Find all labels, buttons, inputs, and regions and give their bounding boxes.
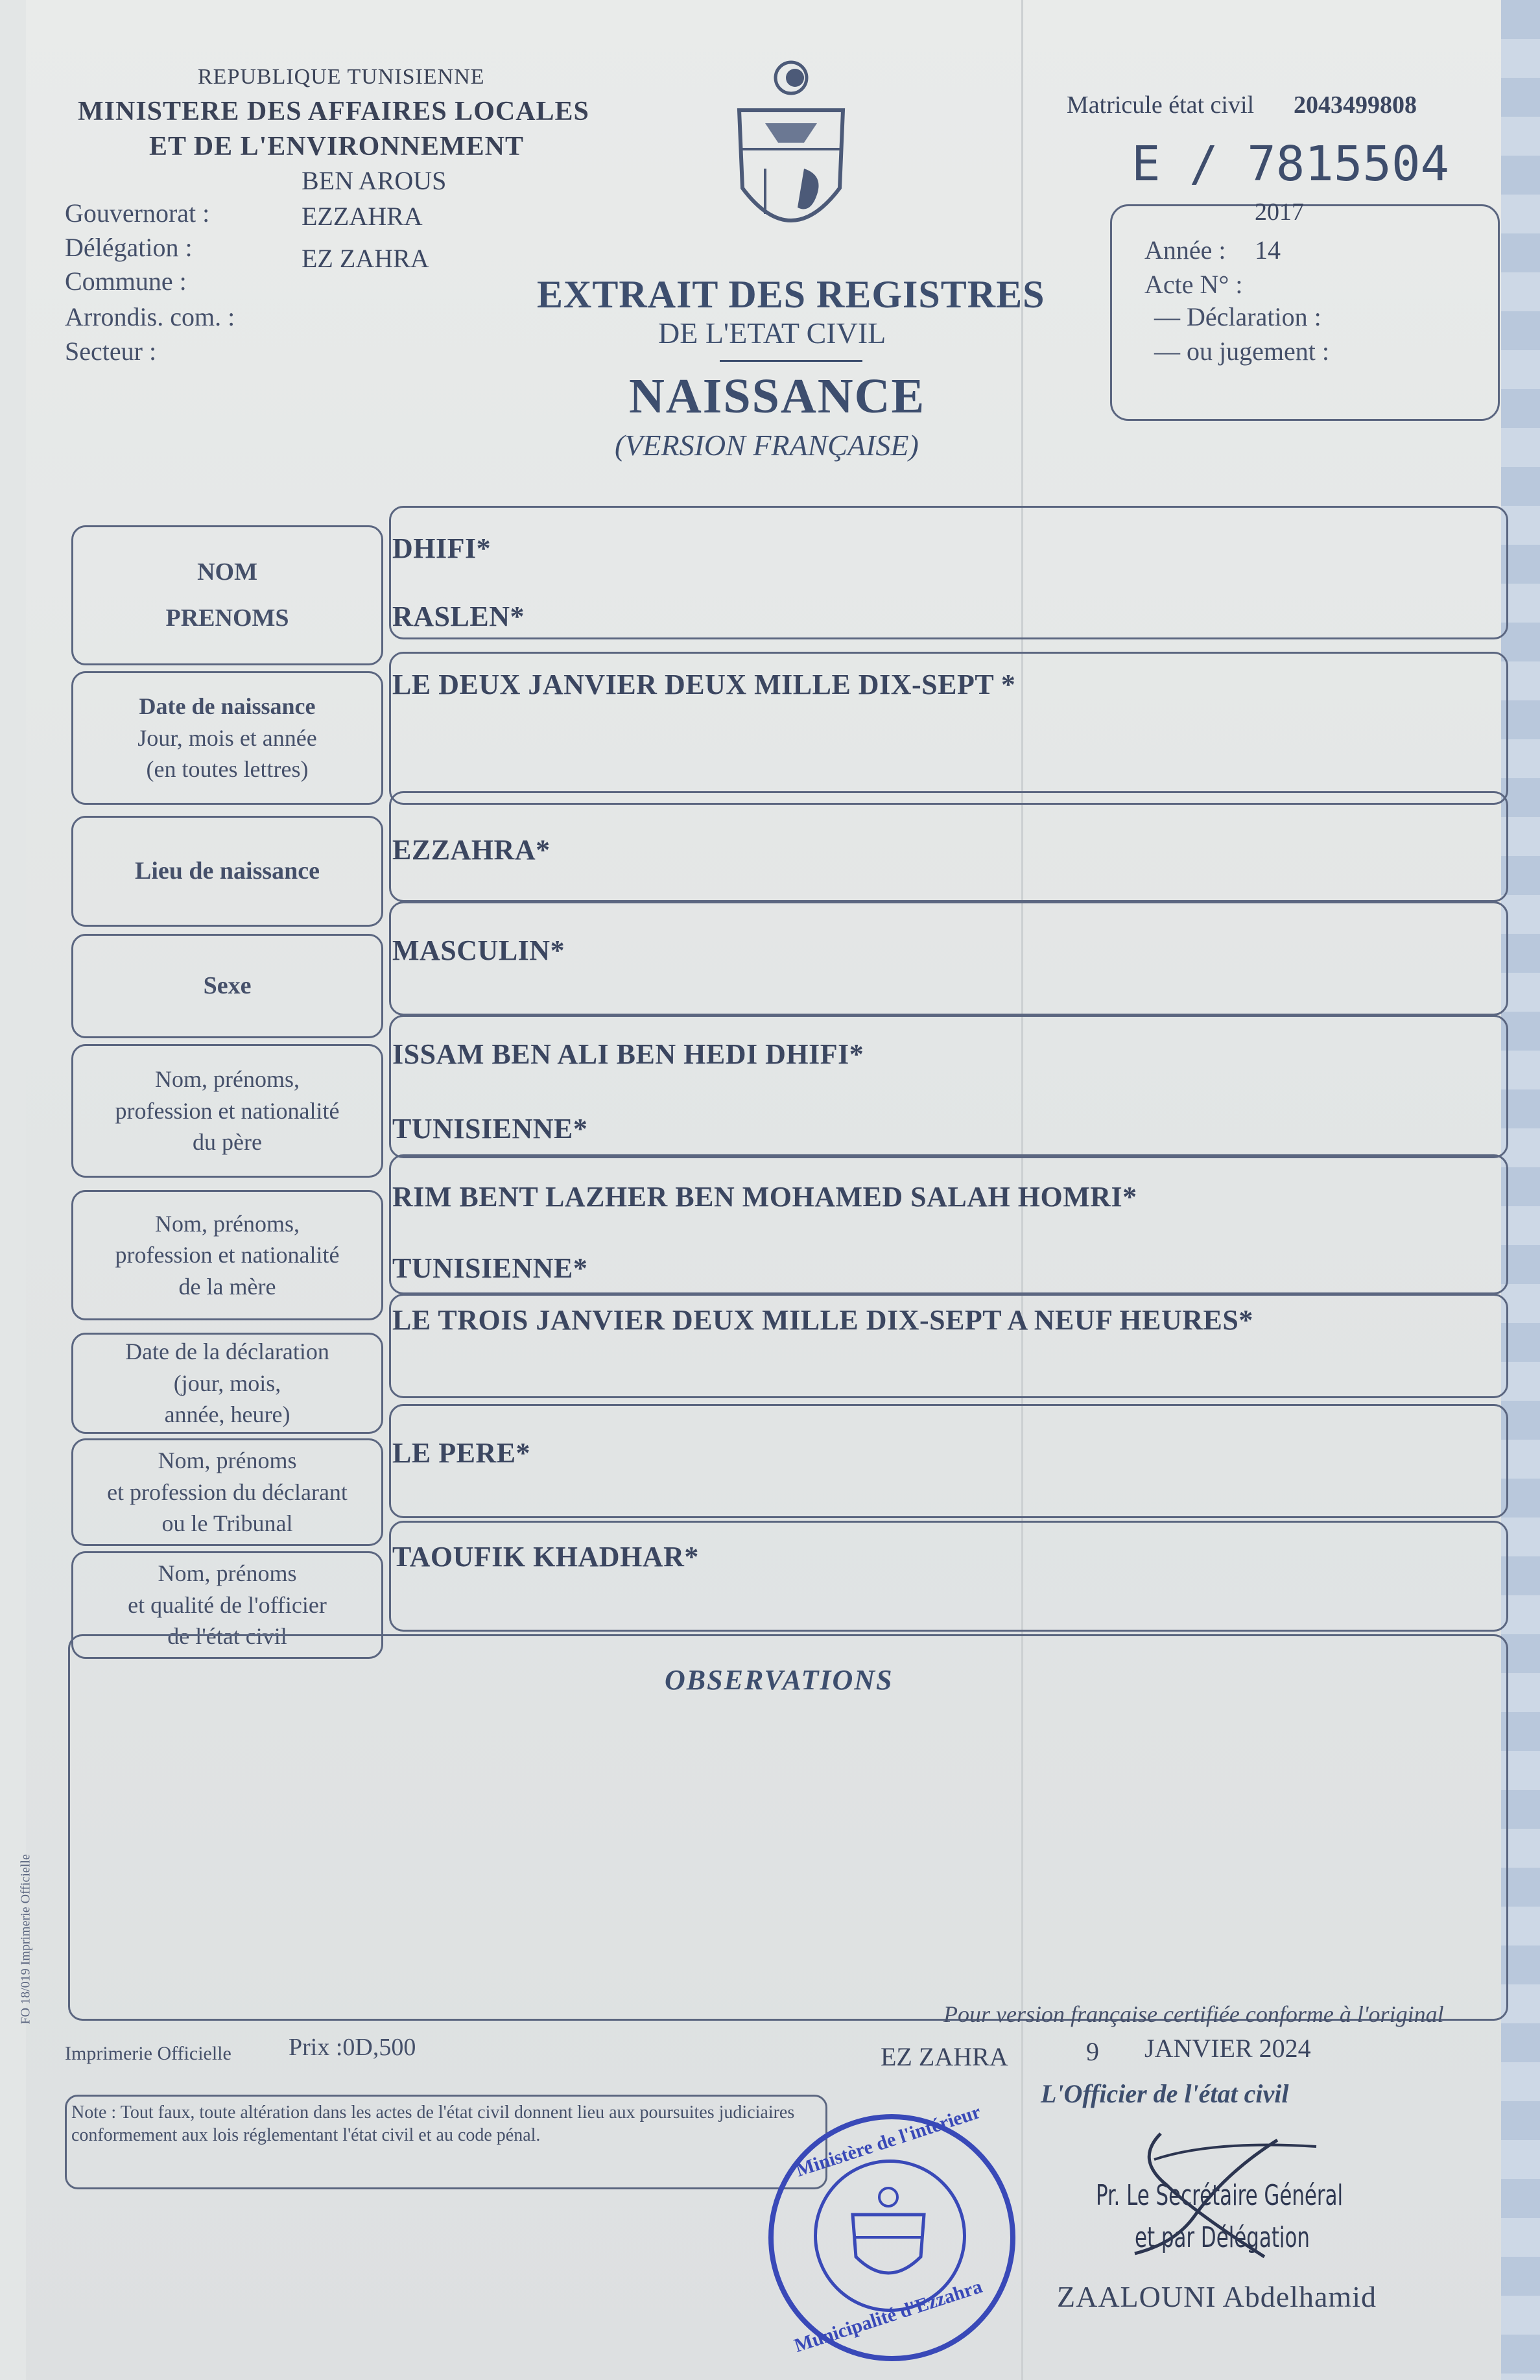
- region-value: BEN AROUS: [302, 166, 447, 195]
- mere-label-3: de la mère: [178, 1273, 276, 1300]
- pere-label-1: Nom, prénoms,: [155, 1066, 300, 1093]
- declarant-label-1: Nom, prénoms: [158, 1447, 297, 1474]
- title-underline: [720, 360, 862, 362]
- mere-label-box: [71, 1190, 383, 1320]
- certified-text: Pour version française certifiée conforme à l'original: [943, 2001, 1444, 2027]
- coat-of-arms-emblem: [726, 58, 856, 253]
- day-value: 9: [1086, 2037, 1099, 2066]
- title-naissance: NAISSANCE: [629, 369, 926, 423]
- sexe-label: Sexe: [203, 971, 252, 999]
- delegation-label: Délégation :: [65, 233, 193, 262]
- declarant-label-2: et profession du déclarant: [107, 1479, 348, 1505]
- officier-label-1: Nom, prénoms: [158, 1560, 297, 1587]
- declarant-label-box: [71, 1438, 383, 1546]
- secteur-label: Secteur :: [65, 337, 157, 366]
- officier-label-2: et qualité de l'officier: [128, 1591, 327, 1618]
- nom-value: DHIFI*: [392, 532, 492, 564]
- declaration-label: — Déclaration :: [1154, 302, 1321, 331]
- gouvernorat-value: EZZAHRA: [302, 202, 423, 231]
- naissance-label-1: Date de naissance: [139, 693, 316, 720]
- naissance-value: LE DEUX JANVIER DEUX MILLE DIX-SEPT *: [392, 669, 1016, 700]
- title-version: (VERSION FRANÇAISE): [615, 429, 919, 462]
- pere-label-box: [71, 1044, 383, 1178]
- pere-value-1: ISSAM BEN ALI BEN HEDI DHIFI*: [392, 1038, 864, 1070]
- prix-label: Prix :0D,500: [289, 2034, 416, 2061]
- republic-label: REPUBLIQUE TUNISIENNE: [198, 65, 485, 89]
- nom-prenoms-value-box: [389, 506, 1508, 639]
- commune-label: Commune :: [65, 267, 187, 296]
- signatory-name: ZAALOUNI Abdelhamid: [1057, 2280, 1377, 2313]
- declarant-label-3: ou le Tribunal: [161, 1510, 293, 1537]
- sign-line1: Pr. Le Secrétaire Général: [1096, 2179, 1344, 2212]
- officier-title: L'Officier de l'état civil: [1041, 2079, 1289, 2108]
- side-code: FO 18/019 Imprimerie Officielle: [18, 1854, 33, 2025]
- note-text: Note : Tout faux, toute altération dans les actes de l'état civil donnent lieu aux poursuites judiciaires conformement aux lois réglementant l'état civil et au code pénal.: [71, 2102, 795, 2145]
- title-extrait: EXTRAIT DES REGISTRES: [537, 273, 1045, 316]
- decl-label-3: année, heure): [164, 1401, 290, 1428]
- title-etat-civil: DE L'ETAT CIVIL: [658, 316, 886, 350]
- sign-line2: et par Délégation: [1135, 2221, 1310, 2254]
- jugement-label: — ou jugement :: [1154, 337, 1329, 366]
- officier-value-box: [389, 1521, 1508, 1632]
- declaration-date-value: LE TROIS JANVIER DEUX MILLE DIX-SEPT A NEUF HEURES*: [392, 1304, 1253, 1336]
- pere-value-2: TUNISIENNE*: [392, 1113, 588, 1145]
- mere-value-2: TUNISIENNE*: [392, 1252, 588, 1284]
- decl-label-1: Date de la déclaration: [125, 1339, 329, 1365]
- imprimerie-label: Imprimerie Officielle: [65, 2043, 231, 2064]
- month-year-value: JANVIER 2024: [1144, 2034, 1311, 2063]
- ministry-line2: ET DE L'ENVIRONNEMENT: [149, 132, 524, 161]
- place-value: EZ ZAHRA: [881, 2042, 1008, 2071]
- declarant-value: LE PERE*: [392, 1437, 531, 1469]
- seal-emblem-icon: [843, 2185, 934, 2283]
- arrondissement-label: Arrondis. com. :: [65, 302, 235, 331]
- gouvernorat-label: Gouvernorat :: [65, 198, 210, 228]
- declaration-date-label-box: [71, 1333, 383, 1434]
- sexe-label-box: [71, 934, 383, 1038]
- mere-value-1: RIM BENT LAZHER BEN MOHAMED SALAH HOMRI*: [392, 1181, 1137, 1213]
- lieu-label-box: [71, 816, 383, 927]
- naissance-label-3: (en toutes lettres): [146, 756, 309, 783]
- matricule-value: 2043499808: [1294, 91, 1417, 119]
- naissance-label-2: Jour, mois et année: [137, 724, 317, 751]
- lieu-value-box: [389, 791, 1508, 902]
- pere-label-3: du père: [193, 1129, 262, 1156]
- seal-bottom-text: Municipalité d'Ezzahra: [791, 2276, 985, 2357]
- officier-label-3: de l'état civil: [167, 1623, 287, 1650]
- officier-value: TAOUFIK KHADHAR*: [392, 1541, 699, 1573]
- mere-label-2: profession et nationalité: [115, 1242, 340, 1268]
- lieu-value: EZZAHRA*: [392, 834, 551, 866]
- sexe-value: MASCULIN*: [392, 934, 565, 966]
- lieu-label: Lieu de naissance: [134, 857, 320, 885]
- serial-number: E / 7815504: [1131, 136, 1450, 192]
- declarant-value-box: [389, 1404, 1508, 1518]
- acte-number: 14: [1255, 235, 1281, 265]
- annee-label: Année :: [1144, 235, 1226, 265]
- delegation-value: EZ ZAHRA: [302, 244, 429, 273]
- annee-value: 2017: [1255, 198, 1304, 226]
- naissance-label-box: [71, 671, 383, 805]
- nom-prenoms-label-box: [71, 525, 383, 665]
- matricule-label: Matricule état civil: [1067, 91, 1255, 119]
- acte-label: Acte N° :: [1144, 270, 1243, 299]
- prenoms-value: RASLEN*: [392, 601, 525, 632]
- observations-title: OBSERVATIONS: [665, 1664, 894, 1696]
- seal-top-text: Ministère de l'intérieur: [793, 2100, 984, 2182]
- prenoms-label: PRENOMS: [165, 604, 289, 632]
- pere-label-2: profession et nationalité: [115, 1097, 340, 1124]
- ministry-line1: MINISTERE DES AFFAIRES LOCALES: [78, 97, 589, 126]
- mere-label-1: Nom, prénoms,: [155, 1210, 300, 1237]
- nom-label: NOM: [197, 558, 257, 586]
- decl-label-2: (jour, mois,: [173, 1370, 281, 1396]
